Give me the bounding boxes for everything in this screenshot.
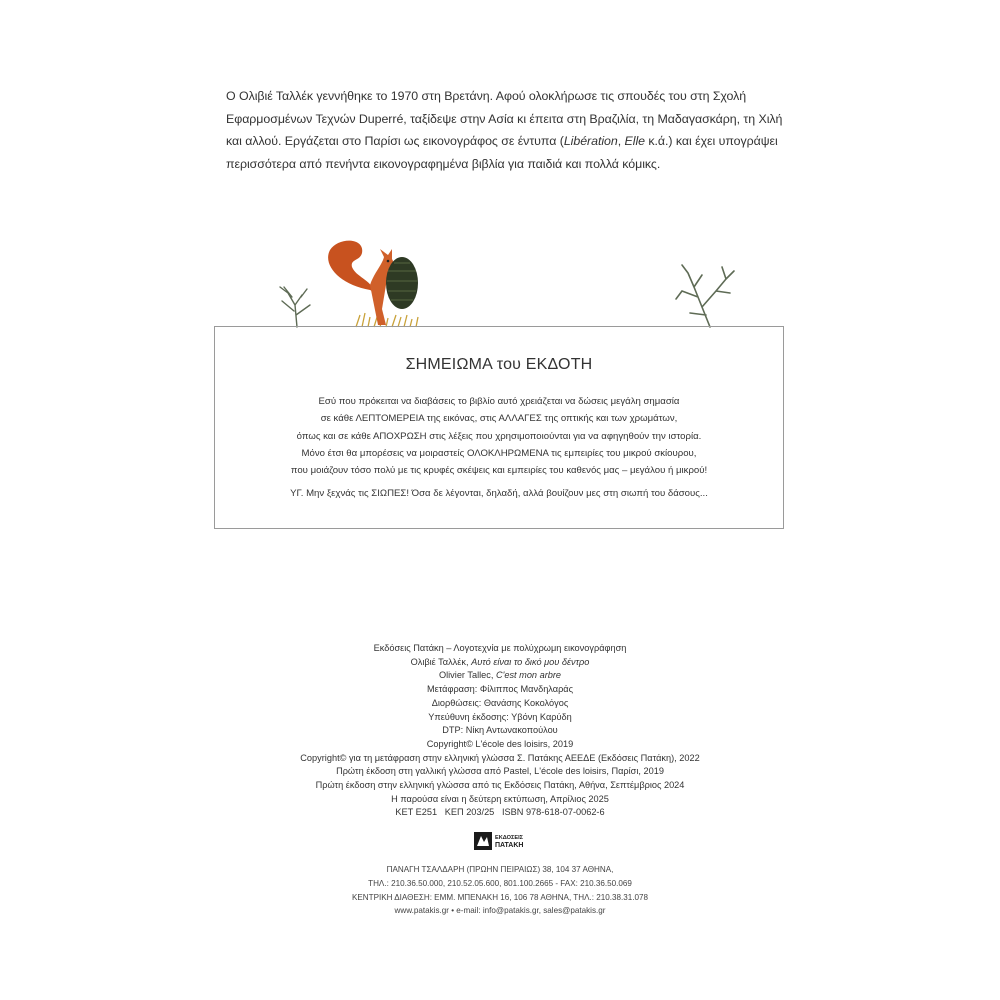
squirrel-illustration	[270, 235, 740, 330]
original-title-line: Olivier Tallec, C'est mon arbre	[438, 670, 562, 681]
pinecone-icon	[386, 257, 418, 309]
publisher-address	[200, 863, 800, 918]
left-branch-icon	[280, 287, 310, 327]
colophon	[200, 642, 800, 820]
editor-note-line: Μόνο έτσι θα μπορέσεις να μοιραστείς ΟΛΟΚΛΗΡΩΜΕΝΑ τις εμπειρίες του μικρού σκίουρου,	[301, 447, 697, 459]
publisher-logo	[472, 831, 528, 851]
right-branch-icon	[676, 265, 734, 327]
editor-note-line: όπως και σε κάθε ΑΠΟΧΡΩΣΗ στις λέξεις που χρησιμοποιούνται για να αφηγηθούν την ιστορία.	[296, 430, 702, 442]
greek-title-line: Ολιβιέ Ταλλέκ, Αυτό είναι το δικό μου δέντρο	[410, 656, 590, 667]
magazine-liberation: Libération	[563, 134, 618, 148]
address-line: ΠΑΝΑΓΗ ΤΣΑΛΔΑΡΗ (ΠΡΩΗΝ ΠΕΙΡΑΙΩΣ) 38, 104 37 ΑΘΗΝΑ,	[386, 865, 614, 874]
reprint-line: Η παρούσα είναι η δεύτερη εκτύπωση, Απρίλιος 2025	[391, 793, 609, 804]
author-bio	[226, 85, 786, 175]
editor-note-title: ΣΗΜΕΙΩΜΑ του ΕΚΔΟΤΗ	[405, 356, 593, 373]
squirrel-eye-icon	[387, 260, 390, 263]
squirrel-tail-icon	[328, 241, 376, 293]
editor-note-body	[215, 393, 783, 479]
copyright-original-line: Copyright© L'école des loisirs, 2019	[426, 738, 574, 749]
logo-text-bottom: ΠΑΤΑΚΗ	[495, 842, 524, 849]
codes-line: ΚΕΤ Ε251 ΚΕΠ 203/25 ISBN 978-618-07-0062-6	[395, 807, 605, 818]
series-line: Εκδόσεις Πατάκη – Λογοτεχνία με πολύχρωμη εικονογράφηση	[373, 643, 627, 653]
magazine-elle: Elle	[624, 134, 645, 148]
first-edition-fr-line: Πρώτη έκδοση στη γαλλική γλώσσα από Pastel, L'école des loisirs, Παρίσι, 2019	[336, 766, 664, 777]
phone-line: ΤΗΛ.: 210.36.50.000, 210.52.05.600, 801.100.2665 - FAX: 210.36.50.069	[368, 878, 632, 888]
proofreading-line: Διορθώσεις: Θανάσης Κοκολόγος	[431, 697, 569, 708]
editor-note-box	[214, 326, 784, 529]
dtp-line: DTP: Νίκη Αντωνακοπούλου	[442, 725, 558, 736]
editor-note-line: Εσύ που πρόκειται να διαβάσεις το βιβλίο αυτό χρειάζεται να δώσεις μεγάλη σημασία	[318, 396, 680, 407]
translation-line: Μετάφραση: Φίλιππος Μανδηλαράς	[426, 684, 574, 695]
author-bio-text: Ο Ολιβιέ Ταλλέκ γεννήθηκε το 1970 στη Βρετάνη. Αφού ολοκλήρωσε τις σπουδές του στη Σχολή Εφαρμοσμένων Τεχνών Duperré, ταξίδεψε στην Ασία κι έπειτα στη Βραζιλία, τη Μαδαγασκάρη, τη Χιλή και αλλού. Εργάζεται στο Παρίσι ως εικονογράφος σε έντυπα (Libération, Elle κ.ά.) και έχει υπογράψει περισσότερα από πενήντα εικονογραφημένα βιβλία για παιδιά και πολλά κόμικς.	[226, 89, 783, 171]
first-edition-gr-line: Πρώτη έκδοση στην ελληνική γλώσσα από τις Εκδόσεις Πατάκη, Αθήνα, Σεπτέμβριος 2024	[315, 780, 685, 791]
web-email-line: www.patakis.gr • e-mail: info@patakis.gr, sales@patakis.gr	[394, 906, 606, 916]
copyright-translation-line: Copyright© για τη μετάφραση στην ελληνική γλώσσα Σ. Πατάκης ΑΕΕΔΕ (Εκδόσεις Πατάκη), 2022	[300, 752, 700, 763]
distribution-line: ΚΕΝΤΡΙΚΗ ΔΙΑΘΕΣΗ: ΕΜΜ. ΜΠΕΝΑΚΗ 16, 106 78 ΑΘΗΝΑ, ΤΗΛ.: 210.38.31.078	[351, 892, 649, 902]
editor-note-line: που μοιάζουν τόσο πολύ με τις κρυφές σκέψεις και εμπειρίες του καθενός μας – μεγάλου ή μικρού!	[290, 465, 708, 477]
grass-icon	[356, 313, 418, 327]
editor-note-line: σε κάθε ΛΕΠΤΟΜΕΡΕΙΑ της εικόνας, στις ΑΛΛΑΓΕΣ της οπτικής και των χρωμάτων,	[320, 413, 678, 425]
editor-note-ps: ΥΓ. Μην ξεχνάς τις ΣΙΩΠΕΣ! Όσα δε λέγονται, δηλαδή, αλλά βουίζουν μες στη σιωπή του δάσους...	[290, 488, 708, 500]
logo-text-top: ΕΚΔΟΣΕΙΣ	[495, 835, 523, 841]
editor-line: Υπεύθυνη έκδοσης: Υβόνη Καρύδη	[428, 711, 572, 722]
